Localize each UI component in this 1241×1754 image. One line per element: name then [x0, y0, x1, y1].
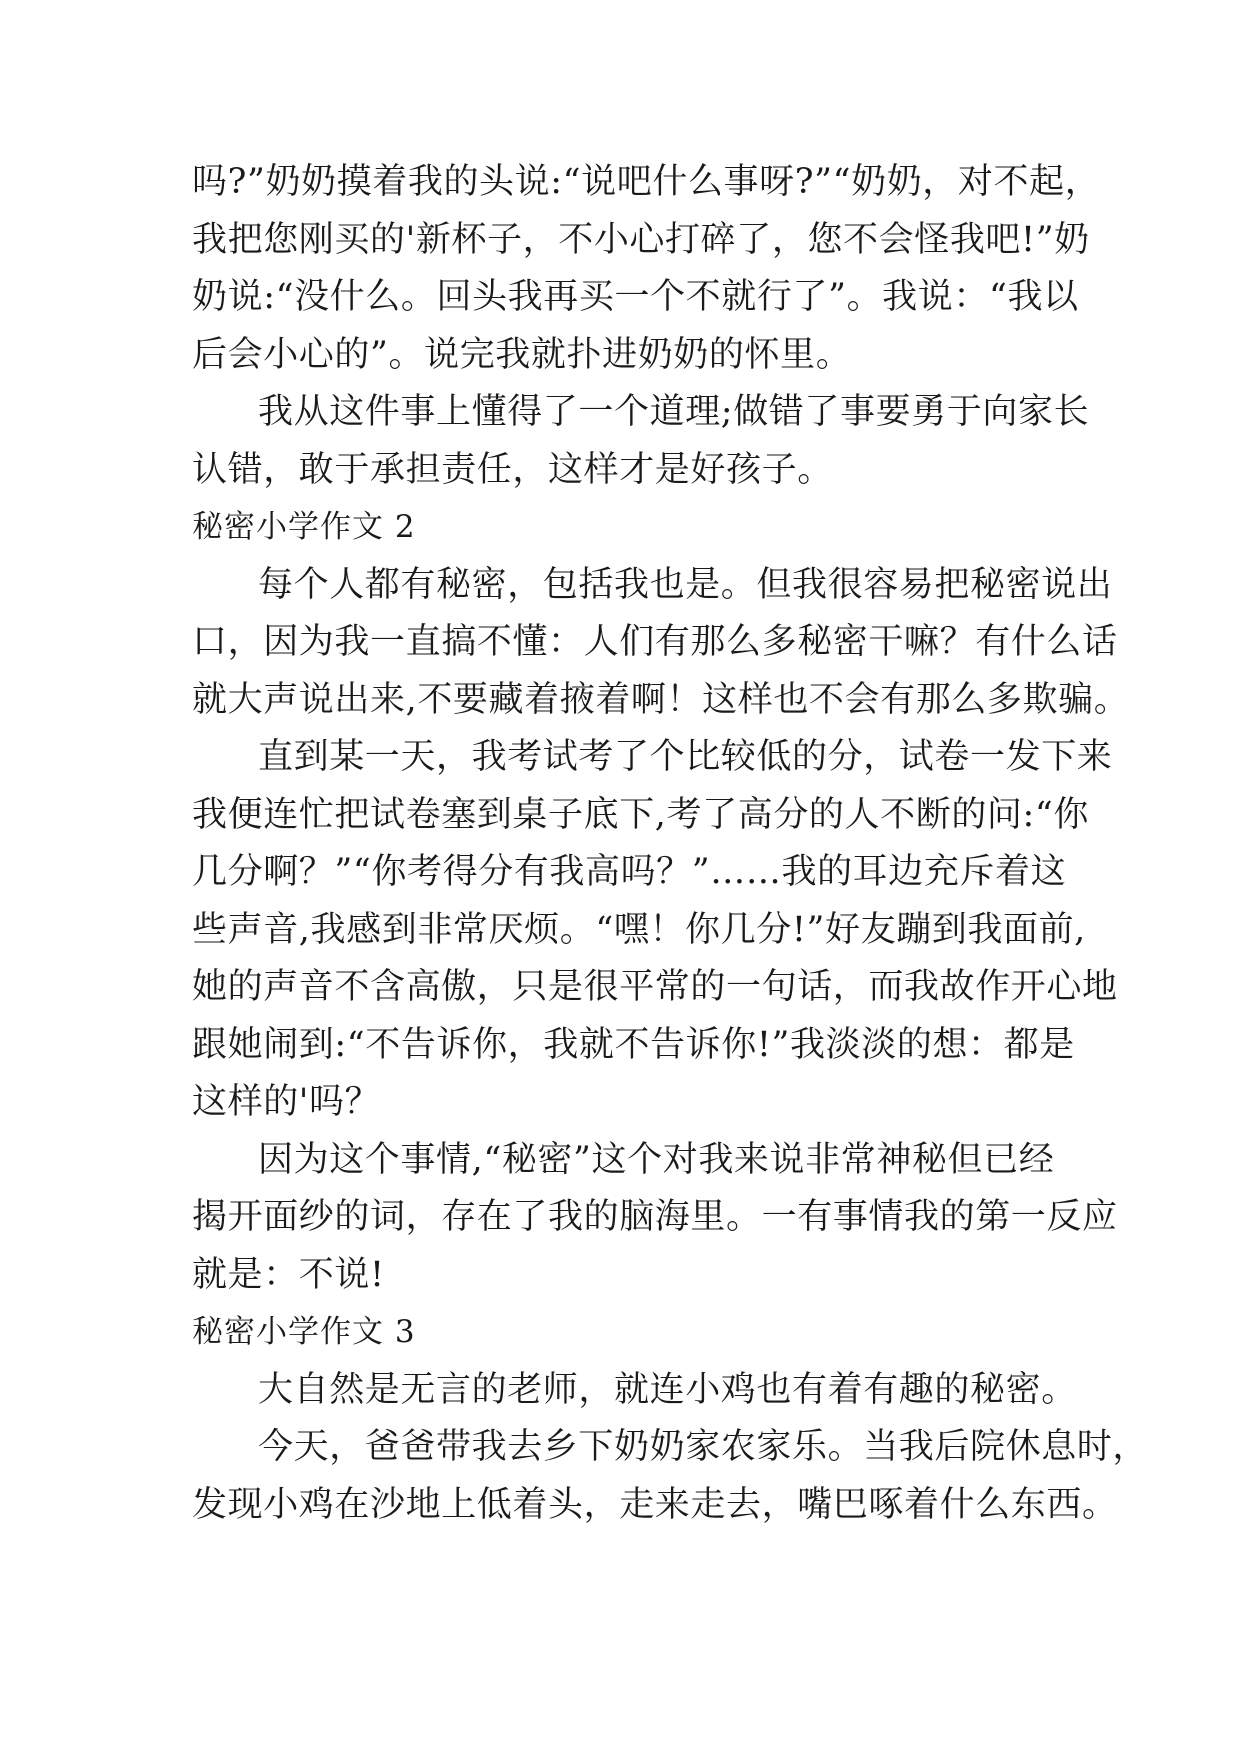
text-line: 些声音,我感到非常厌烦。“嘿！你几分!”好友蹦到我面前, — [192, 909, 1086, 950]
section-heading: 秘密小学作文 3 — [192, 1314, 416, 1350]
section-heading: 秘密小学作文 2 — [192, 509, 416, 545]
text-line: 就大声说出来,不要藏着掖着啊！这样也不会有那么多欺骗。 — [192, 679, 1130, 720]
text-line: 直到某一天，我考试考了个比较低的分，试卷一发下来 — [258, 737, 1113, 777]
text-line: 跟她闹到:“不告诉你，我就不告诉你!”我淡淡的想：都是 — [192, 1024, 1075, 1065]
text-line: 认错，敢于承担责任，这样才是好孩子。 — [192, 449, 833, 490]
text-line: 奶说:“没什么。回头我再买一个不就行了”。我说：“我以 — [192, 277, 1079, 317]
text-line: 今天，爸爸带我去乡下奶奶家农家乐。当我后院休息时， — [258, 1427, 1149, 1467]
text-line: 她的声音不含高傲，只是很平常的一句话，而我故作开心地 — [192, 967, 1118, 1007]
text-line: 就是：不说! — [192, 1254, 385, 1295]
text-line: 因为这个事情,“秘密”这个对我来说非常神秘但已经 — [258, 1139, 1055, 1180]
text-line: 这样的'吗？ — [192, 1082, 381, 1122]
text-line: 我从这件事上懂得了一个道理;做错了事要勇于向家长 — [258, 392, 1090, 432]
text-line: 大自然是无言的老师，就连小鸡也有着有趣的秘密。 — [258, 1369, 1077, 1410]
document-body — [192, 154, 1149, 1534]
text-line: 后会小心的”。说完我就扑进奶奶的怀里。 — [192, 334, 852, 375]
text-line: 发现小鸡在沙地上低着头，走来走去，嘴巴啄着什么东西。 — [192, 1484, 1118, 1525]
text-line: 我把您刚买的'新杯子，不小心打碎了，您不会怪我吧!”奶 — [192, 219, 1090, 260]
text-line: 揭开面纱的词，存在了我的脑海里。一有事情我的第一反应 — [192, 1197, 1118, 1237]
text-line: 吗?”奶奶摸着我的头说:“说吧什么事呀?”“奶奶，对不起， — [192, 162, 1101, 202]
text-line: 几分啊？”“你考得分有我高吗？”……我的耳边充斥着这 — [192, 852, 1067, 892]
text-line: 每个人都有秘密，包括我也是。但我很容易把秘密说出 — [258, 564, 1113, 605]
text-line: 口，因为我一直搞不懂：人们有那么多秘密干嘛？有什么话 — [192, 622, 1118, 662]
text-line: 我便连忙把试卷塞到桌子底下,考了高分的人不断的问:“你 — [192, 794, 1090, 835]
